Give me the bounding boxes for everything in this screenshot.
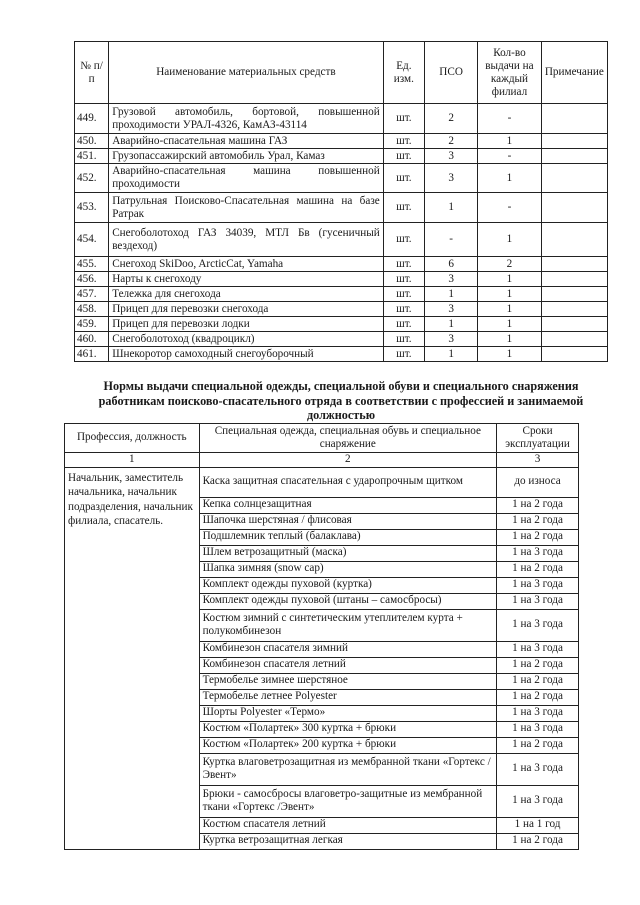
table-row: [75, 302, 608, 317]
row-note: [541, 149, 607, 164]
row-num: 450.: [75, 134, 109, 149]
row-qty: 2: [478, 257, 541, 272]
row-note: [541, 257, 607, 272]
table-row: [75, 332, 608, 347]
column-number-row: [65, 453, 579, 468]
table-row: [65, 467, 579, 497]
row-item: Куртка ветрозащитная легкая: [199, 833, 497, 849]
row-note: [541, 347, 607, 362]
row-item: Каска защитная спасательная с ударопрочным щитком: [199, 467, 497, 497]
row-item: Кепка солнцезащитная: [199, 497, 497, 513]
row-num: 459.: [75, 317, 109, 332]
section-title: Нормы выдачи специальной одежды, специальной обуви и специального снаряжения работникам поисково-спасательного отряда в соответствии с профессией и занимаемой должностью: [98, 379, 584, 422]
row-num: 449.: [75, 104, 109, 134]
row-num: 452.: [75, 164, 109, 193]
row-item: Костюм зимний с синтетическим утеплителем курта + полукомбинезон: [199, 609, 497, 641]
row-unit: шт.: [383, 287, 424, 302]
row-note: [541, 302, 607, 317]
row-term: 1 на 2 года: [497, 561, 579, 577]
row-pso: 2: [424, 104, 477, 134]
row-pso: 6: [424, 257, 477, 272]
row-item: Комбинезон спасателя зимний: [199, 641, 497, 657]
header-num: № п/п: [75, 42, 109, 104]
table-row: [75, 287, 608, 302]
table-row: [75, 193, 608, 223]
clothing-norms-table: [64, 423, 579, 850]
row-name: Снегоход SkiDoo, ArcticCat, Yamaha: [109, 257, 384, 272]
table-row: [75, 134, 608, 149]
row-pso: 1: [424, 347, 477, 362]
row-term: 1 на 3 года: [497, 641, 579, 657]
row-item: Костюм «Полартек» 200 куртка + брюки: [199, 737, 497, 753]
row-unit: шт.: [383, 223, 424, 257]
row-name: Тележка для снегохода: [109, 287, 384, 302]
row-term: 1 на 2 года: [497, 497, 579, 513]
row-term: 1 на 1 год: [497, 817, 579, 833]
row-note: [541, 287, 607, 302]
row-item: Шорты Polyester «Термо»: [199, 705, 497, 721]
row-note: [541, 272, 607, 287]
table-row: [75, 257, 608, 272]
table-row: [75, 317, 608, 332]
row-name: Прицеп для перевозки лодки: [109, 317, 384, 332]
row-note: [541, 164, 607, 193]
row-term: 1 на 3 года: [497, 721, 579, 737]
row-num: 457.: [75, 287, 109, 302]
row-term: 1 на 3 года: [497, 593, 579, 609]
row-name: Снегоболотоход (квадроцикл): [109, 332, 384, 347]
table-row: [75, 347, 608, 362]
header-name: Наименование материальных средств: [109, 42, 384, 104]
row-item: Костюм спасателя летний: [199, 817, 497, 833]
row-pso: 1: [424, 317, 477, 332]
row-item: Костюм «Полартек» 300 куртка + брюки: [199, 721, 497, 737]
row-term: 1 на 2 года: [497, 673, 579, 689]
row-pso: 3: [424, 302, 477, 317]
row-term: 1 на 2 года: [497, 737, 579, 753]
row-unit: шт.: [383, 104, 424, 134]
row-name: Грузовой автомобиль, бортовой, повышенной проходимости УРАЛ-4326, КамАЗ-43114: [109, 104, 384, 134]
row-note: [541, 193, 607, 223]
row-unit: шт.: [383, 257, 424, 272]
row-qty: 1: [478, 332, 541, 347]
row-term: 1 на 3 года: [497, 705, 579, 721]
row-qty: -: [478, 104, 541, 134]
row-note: [541, 317, 607, 332]
row-num: 453.: [75, 193, 109, 223]
row-item: Куртка влаговетрозащитная из мембранной ткани «Гортекс /Эвент»: [199, 753, 497, 785]
row-qty: 1: [478, 164, 541, 193]
row-note: [541, 104, 607, 134]
row-name: Аварийно-спасательная машина ГАЗ: [109, 134, 384, 149]
row-term: до износа: [497, 467, 579, 497]
row-item: Термобелье летнее Polyester: [199, 689, 497, 705]
row-qty: 1: [478, 272, 541, 287]
row-term: 1 на 2 года: [497, 657, 579, 673]
row-unit: шт.: [383, 134, 424, 149]
row-num: 458.: [75, 302, 109, 317]
header-note: Примечание: [541, 42, 607, 104]
table-row: [75, 104, 608, 134]
row-item: Термобелье зимнее шерстяное: [199, 673, 497, 689]
row-unit: шт.: [383, 149, 424, 164]
header-qty: Кол-во выдачи на каждый филиал: [478, 42, 541, 104]
row-note: [541, 223, 607, 257]
column-number-3: 3: [497, 453, 579, 468]
header-unit: Ед. изм.: [383, 42, 424, 104]
row-qty: 1: [478, 134, 541, 149]
row-unit: шт.: [383, 272, 424, 287]
row-note: [541, 134, 607, 149]
row-pso: 3: [424, 164, 477, 193]
row-term: 1 на 2 года: [497, 513, 579, 529]
row-num: 456.: [75, 272, 109, 287]
row-pso: 1: [424, 287, 477, 302]
row-name: Шнекоротор самоходный снегоуборочный: [109, 347, 384, 362]
row-term: 1 на 2 года: [497, 529, 579, 545]
row-pso: 1: [424, 193, 477, 223]
row-term: 1 на 3 года: [497, 785, 579, 817]
row-qty: 1: [478, 287, 541, 302]
materials-table: [74, 41, 608, 362]
row-unit: шт.: [383, 332, 424, 347]
column-number-2: 2: [199, 453, 497, 468]
row-term: 1 на 2 года: [497, 689, 579, 705]
row-pso: 3: [424, 272, 477, 287]
row-name: Патрульная Поисково-Спасательная машина на базе Ратрак: [109, 193, 384, 223]
row-name: Прицеп для перевозки снегохода: [109, 302, 384, 317]
row-item: Шлем ветрозащитный (маска): [199, 545, 497, 561]
row-unit: шт.: [383, 347, 424, 362]
header-item: Специальная одежда, специальная обувь и специальное снаряжение: [199, 424, 497, 453]
row-unit: шт.: [383, 302, 424, 317]
row-unit: шт.: [383, 317, 424, 332]
row-pso: 2: [424, 134, 477, 149]
table-header-row: [75, 42, 608, 104]
row-num: 461.: [75, 347, 109, 362]
row-name: Нарты к снегоходу: [109, 272, 384, 287]
row-item: Брюки - самосбросы влаговетро-защитные из мембранной ткани «Гортекс /Эвент»: [199, 785, 497, 817]
row-qty: -: [478, 149, 541, 164]
row-pso: 3: [424, 149, 477, 164]
table-header-row: [65, 424, 579, 453]
row-name: Аварийно-спасательная машина повышенной проходимости: [109, 164, 384, 193]
row-item: Подшлемник теплый (балаклава): [199, 529, 497, 545]
row-name: Грузопассажирский автомобиль Урал, Камаз: [109, 149, 384, 164]
row-pso: 3: [424, 332, 477, 347]
row-unit: шт.: [383, 193, 424, 223]
row-item: Шапочка шерстяная / флисовая: [199, 513, 497, 529]
row-num: 455.: [75, 257, 109, 272]
row-qty: 1: [478, 302, 541, 317]
row-pso: -: [424, 223, 477, 257]
column-number-1: 1: [65, 453, 200, 468]
row-term: 1 на 3 года: [497, 545, 579, 561]
header-profession: Профессия, должность: [65, 424, 200, 453]
row-item: Комплект одежды пуховой (куртка): [199, 577, 497, 593]
row-item: Комплект одежды пуховой (штаны – самосбросы): [199, 593, 497, 609]
header-term: Сроки эксплуатации: [497, 424, 579, 453]
table-row: [75, 164, 608, 193]
row-term: 1 на 2 года: [497, 833, 579, 849]
header-pso: ПСО: [424, 42, 477, 104]
table-row: [75, 272, 608, 287]
row-qty: 1: [478, 347, 541, 362]
row-item: Шапка зимняя (snow cap): [199, 561, 497, 577]
row-num: 451.: [75, 149, 109, 164]
row-unit: шт.: [383, 164, 424, 193]
row-qty: -: [478, 193, 541, 223]
row-term: 1 на 3 года: [497, 753, 579, 785]
row-qty: 1: [478, 317, 541, 332]
row-name: Снегоболотоход ГАЗ 34039, МТЛ Бв (гусеничный вездеход): [109, 223, 384, 257]
row-term: 1 на 3 года: [497, 577, 579, 593]
row-num: 454.: [75, 223, 109, 257]
row-num: 460.: [75, 332, 109, 347]
table-row: [75, 223, 608, 257]
table-row: [75, 149, 608, 164]
row-term: 1 на 3 года: [497, 609, 579, 641]
row-item: Комбинезон спасателя летний: [199, 657, 497, 673]
row-note: [541, 332, 607, 347]
profession-cell: Начальник, заместитель начальника, начальник подразделения, начальник филиала, спасатель.: [65, 467, 200, 849]
row-qty: 1: [478, 223, 541, 257]
